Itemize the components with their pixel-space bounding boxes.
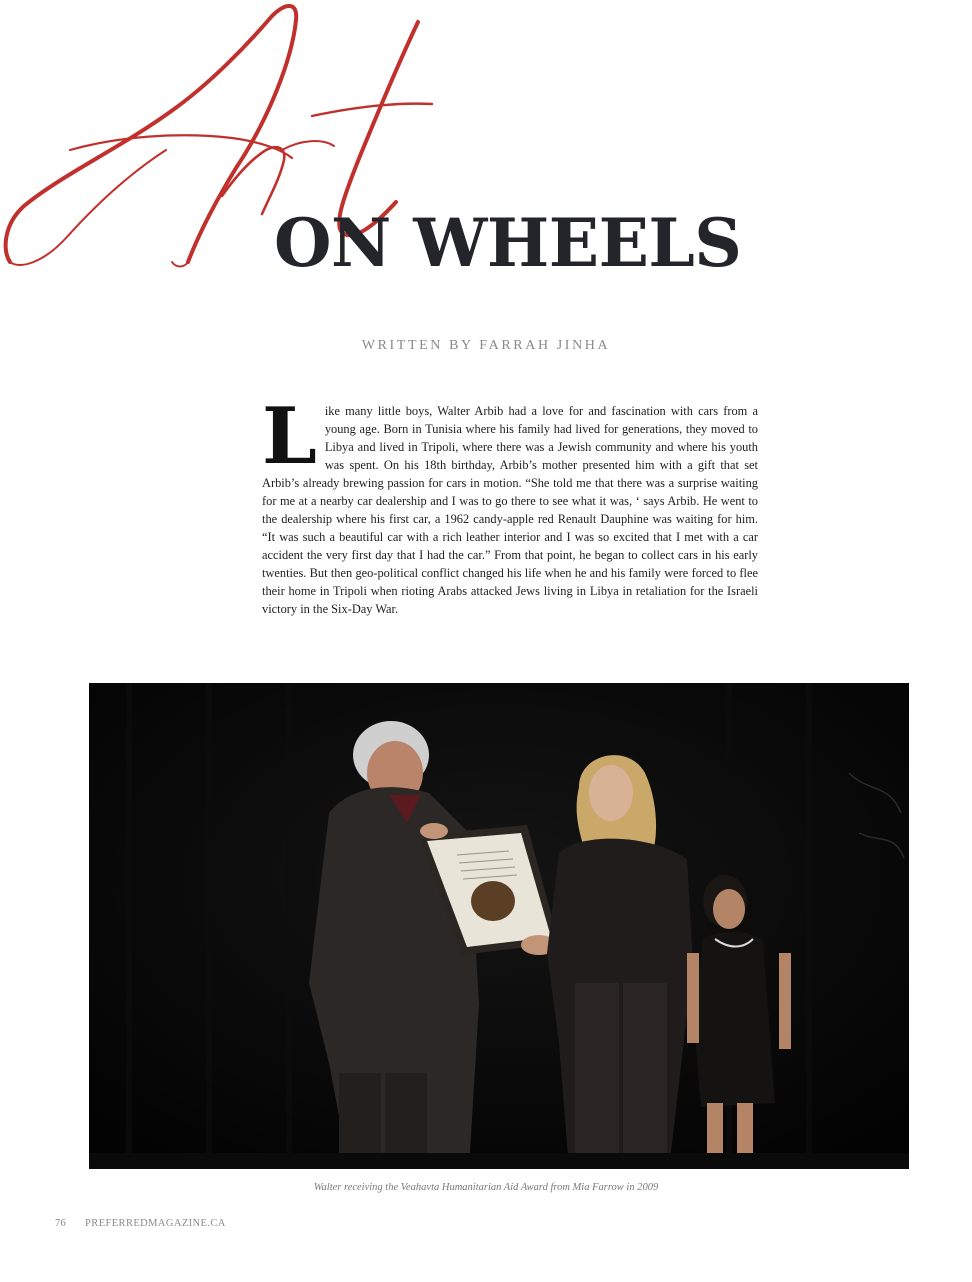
- page-footer: [55, 1218, 226, 1229]
- award-photo-illustration: [89, 683, 909, 1169]
- article-body: [262, 391, 758, 618]
- headline: ON WHEELS: [274, 204, 742, 282]
- page-number: 76: [55, 1218, 67, 1229]
- photo-caption: Walter receiving the Veahavta Humanitarian Aid Award from Mia Farrow in 2009: [313, 1182, 659, 1193]
- byline: WRITTEN BY FARRAH JINHA: [361, 338, 611, 353]
- article-paragraph: ike many little boys, Walter Arbib had a love for and fascination with cars from a young age. Born in Tunisia where his family had lived for generations, they moved to Libya and lived in Tripoli, where there was a Jewish community and where his youth was spent. On his 18th birthday, Arbib’s mother presented him with a gift that set Arbib’s already brewing passion for cars in motion. “She told me that there was a surprise waiting for me at a nearby car dealership and I was to go there to see what it was, ‘ says Arbib. He went to the dealership where his first car, a 1962 candy-apple red Renault Dauphine was waiting for him. “It was such a beautiful car with a rich leather interior and I was so excited that I met with a car accident the very first day that I had the car.” From that point, he began to collect cars in his early twenties. But then geo-political conflict changed his life when he and his family were forced to flee their home in Tripoli when rioting Arabs attacked Jews living in Libya in retaliation for the Israeli victory in the Six-Day War.: [262, 404, 758, 616]
- drop-cap: L: [262, 391, 317, 482]
- website-link[interactable]: PREFERREDMAGAZINE.CA: [85, 1218, 226, 1229]
- award-photo: [89, 683, 909, 1169]
